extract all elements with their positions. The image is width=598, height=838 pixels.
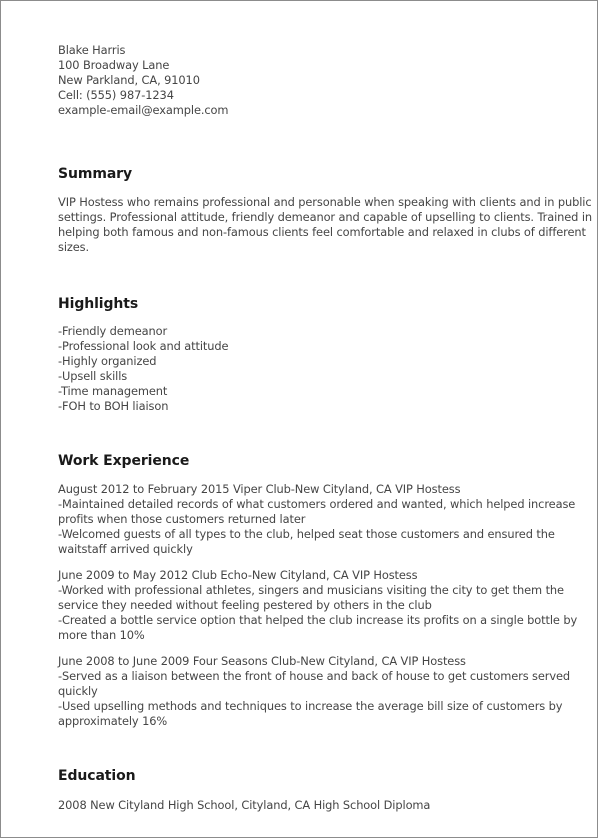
highlight-item: -FOH to BOH liaison xyxy=(58,399,169,413)
contact-city: New Parkland, CA, 91010 xyxy=(58,73,200,87)
job-bullet: -Welcomed guests of all types to the club, helped seat those customers and ensured the waitstaff arrived quickly xyxy=(58,527,555,556)
highlights-list xyxy=(58,324,593,414)
education-text: 2008 New Cityland High School, Cityland, CA High School Diploma xyxy=(58,798,431,812)
summary-heading: Summary xyxy=(58,166,133,182)
job-bullet: -Maintained detailed records of what customers ordered and wanted, which helped increase profits when those customers returned later xyxy=(58,497,576,526)
contact-street: 100 Broadway Lane xyxy=(58,58,170,72)
highlight-item: -Highly organized xyxy=(58,354,157,368)
job-bullet: -Worked with professional athletes, singers and musicians visiting the city to get them the service they needed without feeling pestered by others in the club xyxy=(58,583,564,612)
job-heading: June 2009 to May 2012 Club Echo-New Cityland, CA VIP Hostess xyxy=(58,568,418,582)
job-entry xyxy=(58,654,593,729)
job-entry xyxy=(58,568,593,643)
highlight-item: -Friendly demeanor xyxy=(58,324,168,338)
contact-email: example-email@example.com xyxy=(58,103,229,117)
job-heading: August 2012 to February 2015 Viper Club-New Cityland, CA VIP Hostess xyxy=(58,482,461,496)
work-experience-heading: Work Experience xyxy=(58,453,190,469)
contact-cell: Cell: (555) 987-1234 xyxy=(58,88,174,102)
highlight-item: -Professional look and attitude xyxy=(58,339,229,353)
resume-content xyxy=(58,43,593,813)
contact-name: Blake Harris xyxy=(58,43,126,57)
education-heading: Education xyxy=(58,768,136,784)
job-heading: June 2008 to June 2009 Four Seasons Club-New Cityland, CA VIP Hostess xyxy=(58,654,466,668)
summary-text: VIP Hostess who remains professional and personable when speaking with clients and in public settings. Professional attitude, friendly demeanor and capable of upselling to clients. Trained in helping both famous and non-famous clients feel comfortable and relaxed in clubs of different sizes. xyxy=(58,195,593,254)
contact-block xyxy=(58,43,593,118)
highlights-heading: Highlights xyxy=(58,296,139,312)
job-bullet: -Served as a liaison between the front of house and back of house to get customers served quickly xyxy=(58,669,571,698)
job-entry xyxy=(58,482,593,557)
work-experience-list xyxy=(58,482,593,729)
highlight-item: -Time management xyxy=(58,384,168,398)
highlight-item: -Upsell skills xyxy=(58,369,128,383)
job-bullet: -Used upselling methods and techniques to increase the average bill size of customers by approximately 16% xyxy=(58,699,563,728)
job-bullet: -Created a bottle service option that helped the club increase its profits on a single bottle by more than 10% xyxy=(58,613,578,642)
